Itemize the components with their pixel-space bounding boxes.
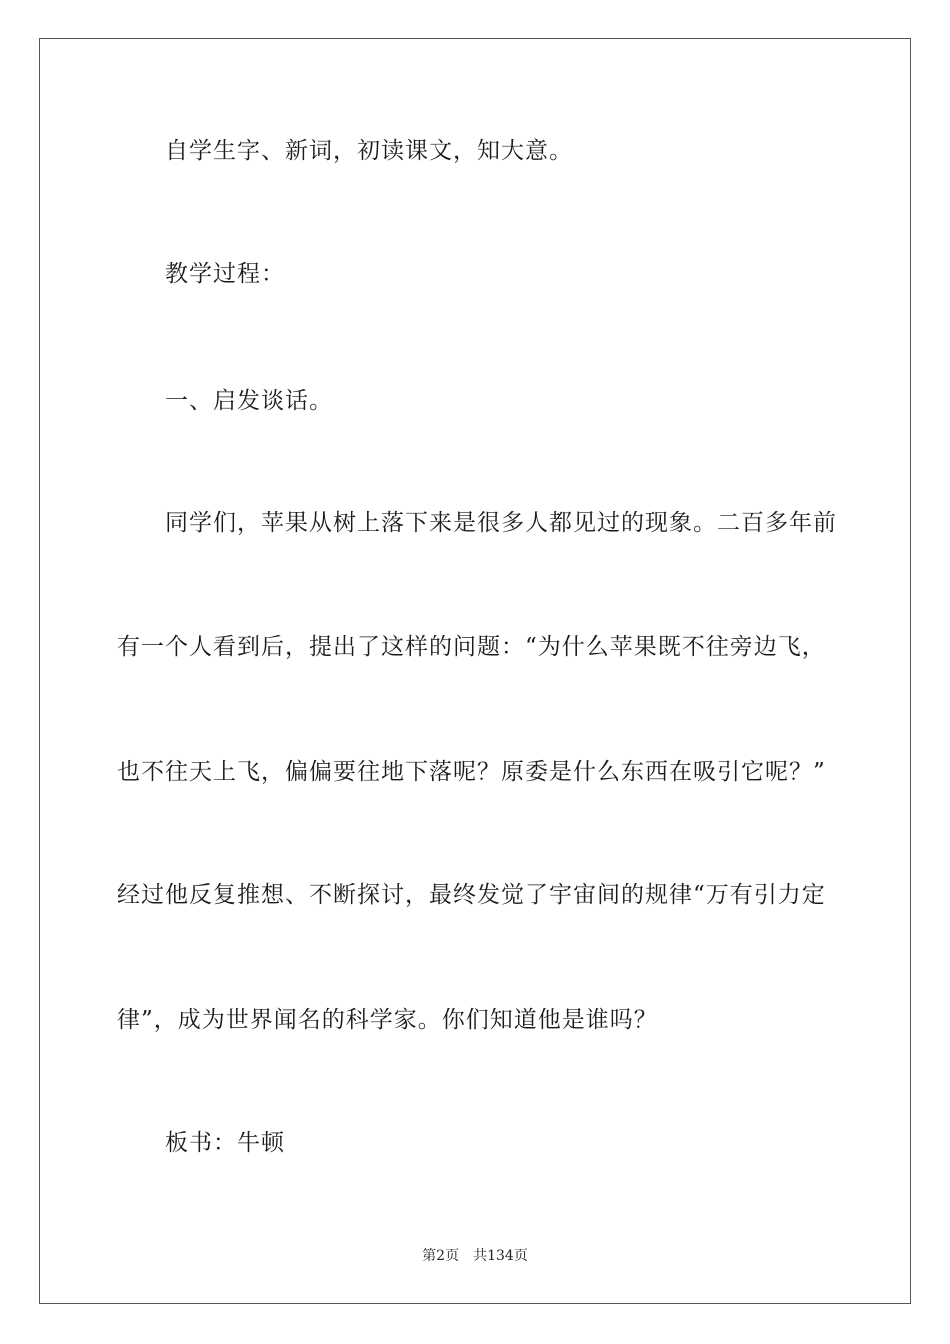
page-total: 共134页 <box>473 1248 528 1264</box>
body-line-1: 同学们，苹果从树上落下来是很多人都见过的现象。二百多年前 <box>165 510 837 536</box>
board-note: 板书：牛顿 <box>165 1130 285 1156</box>
body-line-5: 律”，成为世界闻名的科学家。你们知道他是谁吗？ <box>117 1007 658 1033</box>
body-line-3: 也不往天上飞，偏偏要往地下落呢？原委是什么东西在吸引它呢？” <box>117 759 826 785</box>
paragraph-objective: 自学生字、新词，初读课文，知大意。 <box>165 138 573 164</box>
paragraph-process-heading: 教学过程： <box>165 261 285 287</box>
page-number: 第2页 <box>422 1248 460 1264</box>
page-footer <box>0 1247 950 1265</box>
page-frame <box>39 38 911 1304</box>
paragraph-section-one: 一、启发谈话。 <box>165 388 333 414</box>
body-line-2: 有一个人看到后，提出了这样的问题：“为什么苹果既不往旁边飞， <box>117 634 826 660</box>
body-line-4: 经过他反复推想、不断探讨，最终发觉了宇宙间的规律“万有引力定 <box>117 882 826 908</box>
